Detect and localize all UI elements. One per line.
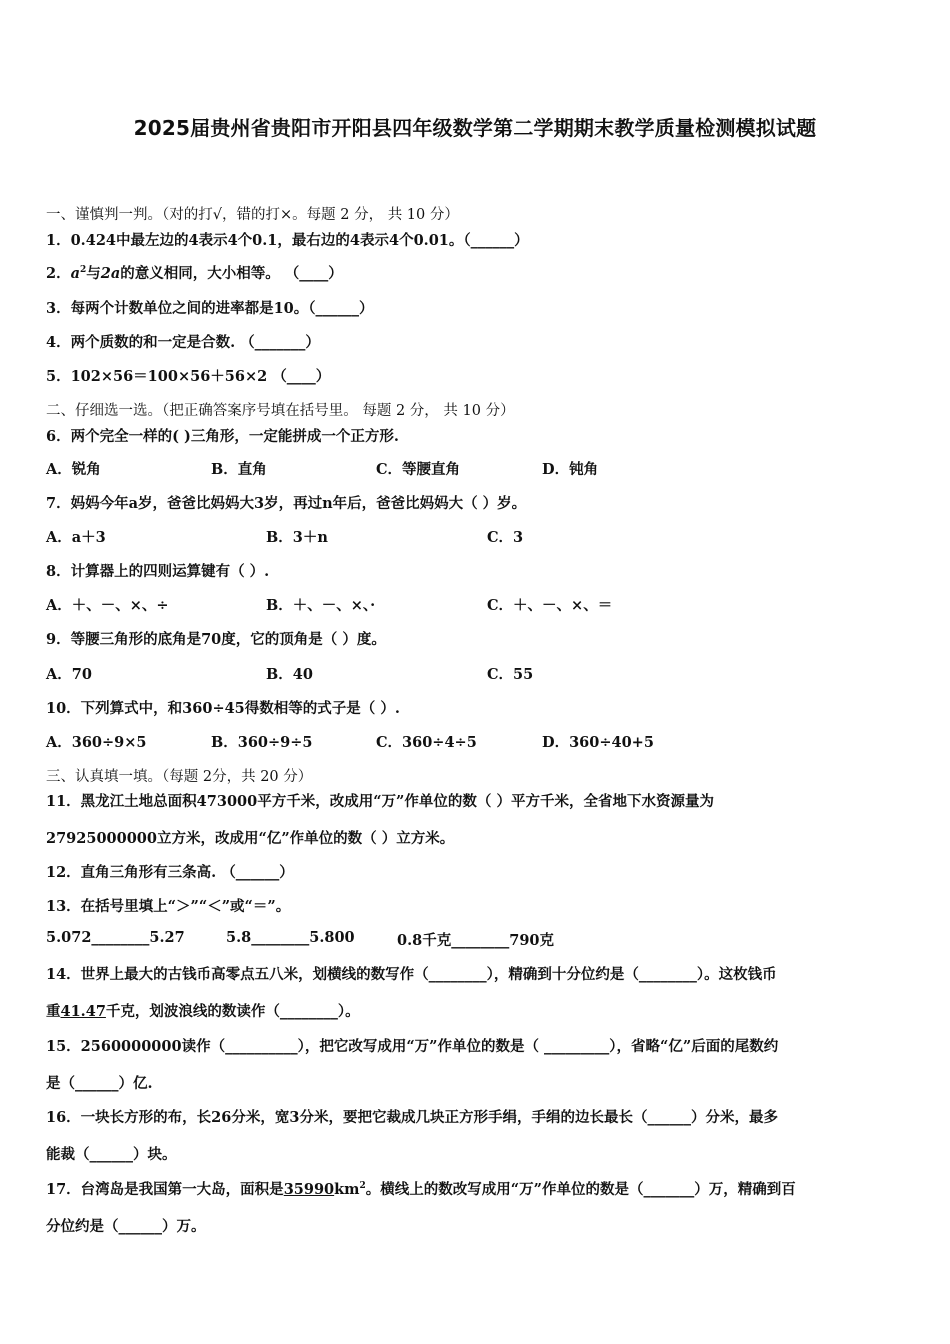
q10-option-c: C．360÷4÷5	[376, 734, 477, 751]
q13-item-1: 5.072________5.27	[46, 929, 185, 946]
q17-pre: 17．台湾岛是我国第一大岛，面积是	[46, 1181, 284, 1198]
q10-option-d: D．360÷40+5	[542, 734, 654, 751]
q2-b: 2a	[100, 265, 121, 282]
q7-option-a: A．a＋3	[46, 529, 106, 546]
q2-mid: 与	[86, 265, 101, 282]
q9-option-b: B．40	[266, 666, 313, 683]
question-5: 5．102×56＝100×56＋56×2 （____）	[46, 368, 331, 385]
page-title: 2025届贵州省贵阳市开阳县四年级数学第二学期期末教学质量检测模拟试题	[133, 116, 817, 140]
question-14-line-2	[46, 1000, 360, 1021]
section-heading-1: 一、谨慎判一判。（对的打√，错的打×。每题 2 分， 共 10 分）	[46, 207, 459, 223]
q13-item-2: 5.8________5.800	[226, 929, 355, 946]
question-8: 8．计算器上的四则运算键有（ ）.	[46, 563, 270, 580]
q17-underlined-number: 35990	[283, 1181, 335, 1198]
question-14-line-1: 14．世界上最大的古钱币高零点五八米，划横线的数写作（________），精确到十分位约是（________）。这枚钱币	[46, 966, 777, 983]
q8-option-b: B．＋、－、×、·	[266, 597, 376, 614]
question-16-line-1: 16．一块长方形的布，长26分米，宽3分米，要把它裁成几块正方形手绢，手绢的边长最长（______）分米，最多	[46, 1109, 778, 1126]
q9-option-c: C．55	[487, 666, 534, 683]
q13-item-3: 0.8千克________790克	[397, 932, 554, 949]
q6-option-d: D．钝角	[542, 461, 599, 478]
q10-option-a: A．360÷9×5	[46, 734, 147, 751]
question-15-line-2: 是（______）亿.	[46, 1075, 153, 1092]
q6-option-a: A．锐角	[46, 461, 101, 478]
section-heading-2: 二、仔细选一选。（把正确答案序号填在括号里。 每题 2 分， 共 10 分）	[46, 403, 515, 419]
question-10: 10．下列算式中，和360÷45得数相等的式子是（ ）.	[46, 700, 400, 717]
q7-option-c: C．3	[487, 529, 524, 546]
q6-option-c: C．等腰直角	[376, 461, 461, 478]
q2-num: 2．	[46, 265, 71, 282]
question-6: 6．两个完全一样的( )三角形，一定能拼成一个正方形.	[46, 428, 399, 445]
section-heading-3: 三、认真填一填。（每题 2分，共 20 分）	[46, 769, 313, 785]
question-15-line-1: 15．2560000000读作（__________），把它改写成用“万”作单位的数是（ _________），省略“亿”后面的尾数约	[46, 1038, 779, 1055]
q6-option-b: B．直角	[211, 461, 267, 478]
q14-underlined-number: 41.47	[60, 1003, 106, 1020]
q2-a: a	[70, 265, 80, 282]
q8-option-c: C．＋、－、×、＝	[487, 597, 613, 614]
q17-post: 。横线上的数改写成用“万”作单位的数是（_______）万，精确到百	[365, 1181, 796, 1198]
q8-option-a: A．＋、－、×、÷	[46, 597, 169, 614]
question-3: 3．每两个计数单位之间的进率都是10。（______）	[46, 300, 374, 317]
question-16-line-2: 能裁（______）块。	[46, 1146, 177, 1163]
q9-option-a: A．70	[46, 666, 92, 683]
question-4: 4．两个质数的和一定是合数. （_______）	[46, 334, 320, 351]
question-1: 1．0.424中最左边的4表示4个0.1，最右边的4表示4个0.01。（______）	[46, 232, 529, 249]
question-11-line-1: 11．黑龙江土地总面积473000平方千米，改成用“万”作单位的数（ ）平方千米，全省地下水资源量为	[46, 793, 714, 810]
q14-l2b: 千克，划波浪线的数读作（________）。	[105, 1003, 360, 1020]
question-12: 12．直角三角形有三条高. （______）	[46, 864, 294, 881]
q14-l2a: 重	[46, 1003, 61, 1020]
q17-sup: 2	[359, 1181, 366, 1192]
q17-unit: km	[334, 1181, 360, 1198]
question-17-line-2: 分位约是（______）万。	[46, 1218, 206, 1235]
q2-sup: 2	[80, 265, 87, 276]
q10-option-b: B．360÷9÷5	[211, 734, 313, 751]
q2-rest: 的意义相同，大小相等。 （____）	[120, 265, 343, 282]
q7-option-b: B．3＋n	[266, 529, 328, 546]
question-7: 7．妈妈今年a岁，爸爸比妈妈大3岁，再过n年后，爸爸比妈妈大（ ）岁。	[46, 495, 527, 512]
question-2	[46, 262, 343, 283]
question-13: 13．在括号里填上“＞”“＜”或“＝”。	[46, 898, 291, 915]
question-17-line-1	[46, 1178, 796, 1199]
question-11-line-2: 27925000000立方米，改成用“亿”作单位的数（ ）立方米。	[46, 830, 455, 847]
question-9: 9．等腰三角形的底角是70度，它的顶角是（ ）度。	[46, 631, 386, 648]
